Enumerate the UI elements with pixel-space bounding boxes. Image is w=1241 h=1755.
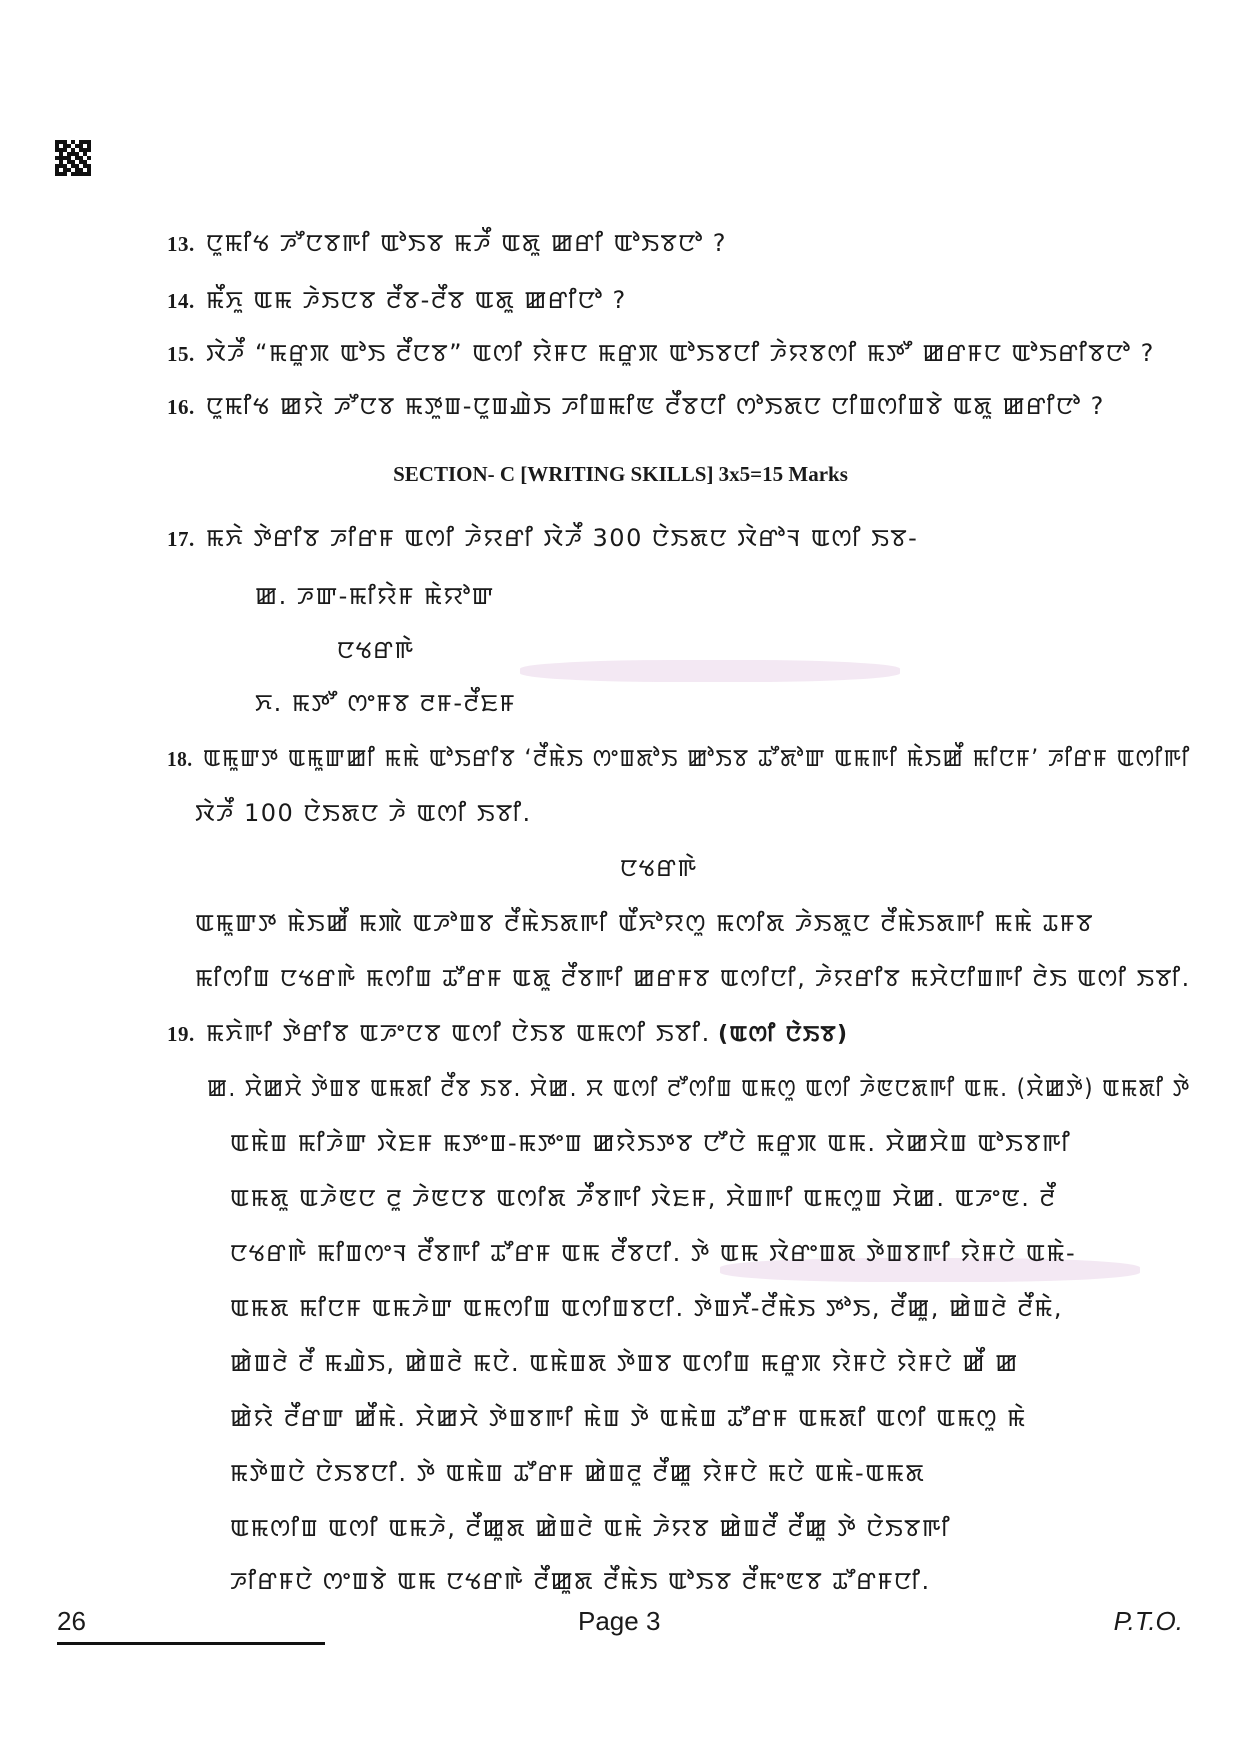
alternative-question-cont: ꯃꯤꯁꯤꯡ ꯅꯠꯔꯒꯥ ꯃꯁꯤꯡ ꯊꯧꯔꯝ ꯑꯗꯨ ꯂꯩꯕꯒꯤ ꯀꯔꯝꯕ ꯑꯁꯤꯅꯤ, ꯍꯥꯌꯔꯤꯕ ꯃꯆꯥꯅꯤꯡꯒꯤ ꯂꯥꯏ ꯑꯁꯤ ꯏꯕꯤ. bbox=[195, 964, 1191, 992]
question-number: 15. bbox=[167, 342, 195, 366]
passage-line: ꯍꯤꯔꯝꯅꯥ ꯁꯦꯡꯕꯥ ꯑꯃ ꯅꯠꯔꯒꯥ ꯂꯩꯀꯨꯗ ꯂꯩꯃꯥꯏ ꯑꯣꯏꯕ ꯂꯩꯃꯦꯟꯕ ꯊꯧꯔꯝꯅꯤ. bbox=[230, 1567, 931, 1595]
pto-label: P.T.O. bbox=[1113, 1606, 1183, 1636]
passage-line: ꯅꯠꯔꯒꯥ ꯃꯤꯡꯁꯦꯜ ꯂꯩꯕꯒꯤ ꯊꯧꯔꯝ ꯑꯃ ꯂꯩꯕꯅꯤ. ꯇꯥ ꯑꯃ ꯋꯥꯔꯦꯡꯗ ꯇꯥꯡꯕꯒꯤ ꯌꯥꯝꯅꯥ ꯑꯃꯥ- bbox=[230, 1239, 1077, 1267]
question-note: (ꯑꯁꯤ ꯅꯥꯏꯕ) bbox=[717, 1022, 849, 1047]
question-number: 13. bbox=[167, 232, 195, 256]
footer-rule bbox=[57, 1642, 325, 1645]
question-14 bbox=[167, 282, 627, 316]
question-number: 14. bbox=[167, 289, 195, 313]
question-15 bbox=[167, 335, 1155, 369]
qr-code bbox=[55, 140, 91, 176]
page-label: Page 3 bbox=[578, 1606, 661, 1636]
or-label: ꯅꯠꯔꯒꯥ bbox=[620, 854, 698, 882]
question-text: ꯑꯃꯨꯛꯇ ꯑꯃꯨꯛꯀꯤ ꯃꯃꯥ ꯑꯣꯏꯔꯤꯕ ‘ꯂꯩꯃꯥꯏ ꯁꯦꯡꯗꯣꯏ ꯀꯣꯏꯕ ꯊꯧꯗꯣꯛ ꯑꯃꯒꯤ ꯃꯥꯏꯀꯩ ꯃꯤꯅꯝ’ ꯍꯤꯔꯝ ꯑꯁꯤꯒꯤ bbox=[202, 744, 1191, 772]
question-number: 16. bbox=[167, 395, 195, 419]
passage-line: ꯑꯃꯗꯨ ꯑꯍꯥꯟꯅ ꯂꯨ ꯍꯥꯟꯅꯕ ꯑꯁꯤꯗ ꯍꯩꯕꯒꯤ ꯋꯥꯐꯝ, ꯆꯥꯡꯒꯤ ꯑꯃꯁꯨꯡ ꯆꯥꯀ. ꯑꯍꯦꯟ. ꯂꯩ bbox=[230, 1184, 1057, 1212]
passage-line: ꯀꯥꯡꯂꯥ ꯂꯩ ꯃꯉꯥꯏ, ꯀꯥꯡꯂꯥ ꯃꯅꯥ. ꯑꯃꯥꯡꯗ ꯇꯥꯡꯕ ꯑꯁꯤꯡ ꯃꯔꯨꯞ ꯌꯥꯝꯅꯥ ꯌꯥꯝꯅꯥ ꯀꯩ ꯀ bbox=[230, 1349, 1019, 1377]
passage-line: ꯑꯃꯥꯡ ꯃꯤꯍꯥꯛ ꯋꯥꯐꯝ ꯃꯇꯦꯡ-ꯃꯇꯦꯡ ꯀꯌꯥꯏꯇꯕ ꯅꯧꯅꯥ ꯃꯔꯨꯞ ꯑꯃ. ꯆꯥꯀꯆꯥꯡ ꯑꯣꯏꯕꯒꯤ bbox=[230, 1129, 1072, 1157]
passage-line: ꯀ. ꯆꯥꯀꯆꯥ ꯇꯥꯡꯕ ꯑꯃꯗꯤ ꯂꯩꯕ ꯏꯕ. ꯆꯥꯀ. ꯆ ꯑꯁꯤ ꯂꯧꯁꯤꯡ ꯑꯃꯁꯨ ꯑꯁꯤ ꯍꯥꯟꯅꯗꯒꯤ ꯑꯃ. (ꯆꯥꯀꯇꯥ) ꯑꯃꯗꯤ ꯇꯥ bbox=[207, 1074, 1191, 1102]
passage-line: ꯑꯃꯗ ꯃꯤꯅꯝ ꯑꯃꯍꯥꯛ ꯑꯃꯁꯤꯡ ꯑꯁꯤꯡꯕꯅꯤ. ꯇꯥꯡꯈꯩ-ꯂꯩꯃꯥꯏ ꯇꯣꯏ, ꯂꯩꯀꯨ, ꯀꯥꯡꯂꯥ ꯂꯩꯃꯥ, bbox=[230, 1294, 1063, 1322]
passage-line: ꯃꯇꯥꯡꯅꯥ ꯅꯥꯏꯕꯅꯤ. ꯇꯥ ꯑꯃꯥꯡ ꯊꯧꯔꯝ ꯀꯥꯡꯂꯨ ꯂꯩꯀꯨ ꯌꯥꯝꯅꯥ ꯃꯅꯥ ꯑꯃꯥ-ꯑꯃꯗ bbox=[230, 1459, 926, 1487]
option-b: ꯈ. ꯃꯇꯧ ꯁꯦꯝꯕ ꯂꯝ-ꯂꯩꯐꯝ bbox=[255, 689, 517, 717]
print-smudge bbox=[520, 660, 900, 682]
question-text: ꯅꯨꯃꯤꯠ ꯍꯧꯅꯕꯒꯤ ꯑꯣꯏꯕ ꯃꯍꯩ ꯑꯗꯨ ꯀꯔꯤ ꯑꯣꯏꯕꯅꯣ ? bbox=[206, 229, 728, 257]
alternative-question: ꯑꯃꯨꯛꯇ ꯃꯥꯏꯀꯩ ꯃꯄꯥ ꯑꯍꯣꯡꯕ ꯂꯩꯃꯥꯏꯗꯒꯤ ꯑꯩꯈꯣꯌꯁꯨ ꯃꯁꯤꯗ ꯍꯥꯏꯗꯨꯅ ꯂꯩꯃꯥꯏꯗꯒꯤ ꯃꯃꯥ ꯊꯝꯕ bbox=[195, 909, 1094, 937]
option-a: ꯀ. ꯍꯛ-ꯃꯤꯌꯥꯝ ꯃꯥꯌꯣꯛ bbox=[255, 582, 495, 610]
question-text: ꯃꯩꯈꯨ ꯑꯃ ꯍꯥꯏꯅꯕ ꯂꯩꯕ-ꯂꯩꯕ ꯑꯗꯨ ꯀꯔꯤꯅꯣ ? bbox=[206, 286, 627, 314]
question-17 bbox=[167, 520, 918, 554]
question-number: 17. bbox=[167, 527, 195, 551]
question-18 bbox=[167, 740, 1191, 774]
question-text: ꯃꯈꯥ ꯇꯥꯔꯤꯕ ꯍꯤꯔꯝ ꯑꯁꯤ ꯍꯥꯌꯔꯤ ꯋꯥꯍꯩ 300 ꯅꯥꯏꯗꯅ ꯋꯥꯔꯣꯜ ꯑꯁꯤ ꯏꯕ- bbox=[206, 524, 919, 552]
question-text-cont: ꯋꯥꯍꯩ 100 ꯅꯥꯏꯗꯅ ꯍꯥ ꯑꯁꯤ ꯏꯕꯤ. bbox=[195, 799, 532, 827]
passage-line: ꯀꯥꯌꯥ ꯂꯩꯔꯛ ꯀꯩꯃꯥ. ꯆꯥꯀꯆꯥ ꯇꯥꯡꯕꯒꯤ ꯃꯥꯡ ꯇꯥ ꯑꯃꯥꯡ ꯊꯧꯔꯝ ꯑꯃꯗꯤ ꯑꯁꯤ ꯑꯃꯁꯨ ꯃꯥ bbox=[230, 1404, 1027, 1432]
question-13 bbox=[167, 225, 727, 259]
question-16 bbox=[167, 388, 1105, 422]
or-label: ꯅꯠꯔꯒꯥ bbox=[337, 636, 415, 664]
section-heading: SECTION- C [WRITING SKILLS] 3x5=15 Marks bbox=[393, 462, 848, 486]
question-number: 18. bbox=[167, 747, 193, 771]
question-text: ꯃꯈꯥꯒꯤ ꯇꯥꯔꯤꯕ ꯑꯍꯦꯅꯕ ꯑꯁꯤ ꯅꯥꯏꯕ ꯑꯃꯁꯤ ꯏꯕꯤ. bbox=[206, 1019, 711, 1047]
question-19 bbox=[167, 1015, 849, 1049]
question-text: ꯋꯥꯍꯩ “ꯃꯔꯨꯞ ꯑꯣꯏ ꯂꯩꯅꯕ” ꯑꯁꯤ ꯌꯥꯝꯅ ꯃꯔꯨꯞ ꯑꯣꯏꯕꯅꯤ ꯍꯥꯌꯕꯁꯤ ꯃꯇꯧ ꯀꯔꯝꯅ ꯑꯣꯏꯔꯤꯕꯅꯣ ? bbox=[206, 339, 1155, 367]
question-text: ꯅꯨꯃꯤꯠ ꯀꯌꯥ ꯍꯧꯅꯕ ꯃꯇꯨꯡ-ꯅꯨꯡꯉꯥꯏ ꯍꯤꯡꯃꯤꯟ ꯂꯩꯕꯅꯤ ꯁꯣꯏꯗꯅ ꯅꯤꯡꯁꯤꯡꯕꯥ ꯑꯗꯨ ꯀꯔꯤꯅꯣ ? bbox=[206, 392, 1105, 420]
passage-line: ꯑꯃꯁꯤꯡ ꯑꯁꯤ ꯑꯃꯍꯥ, ꯂꯩꯀꯨꯗ ꯀꯥꯡꯂꯥ ꯑꯃꯥ ꯍꯥꯌꯕ ꯀꯥꯡꯂꯩ ꯂꯩꯀꯨ ꯇꯥ ꯅꯥꯏꯕꯒꯤ bbox=[230, 1514, 952, 1542]
question-number: 19. bbox=[167, 1022, 195, 1046]
page-code: 26 bbox=[57, 1606, 86, 1636]
